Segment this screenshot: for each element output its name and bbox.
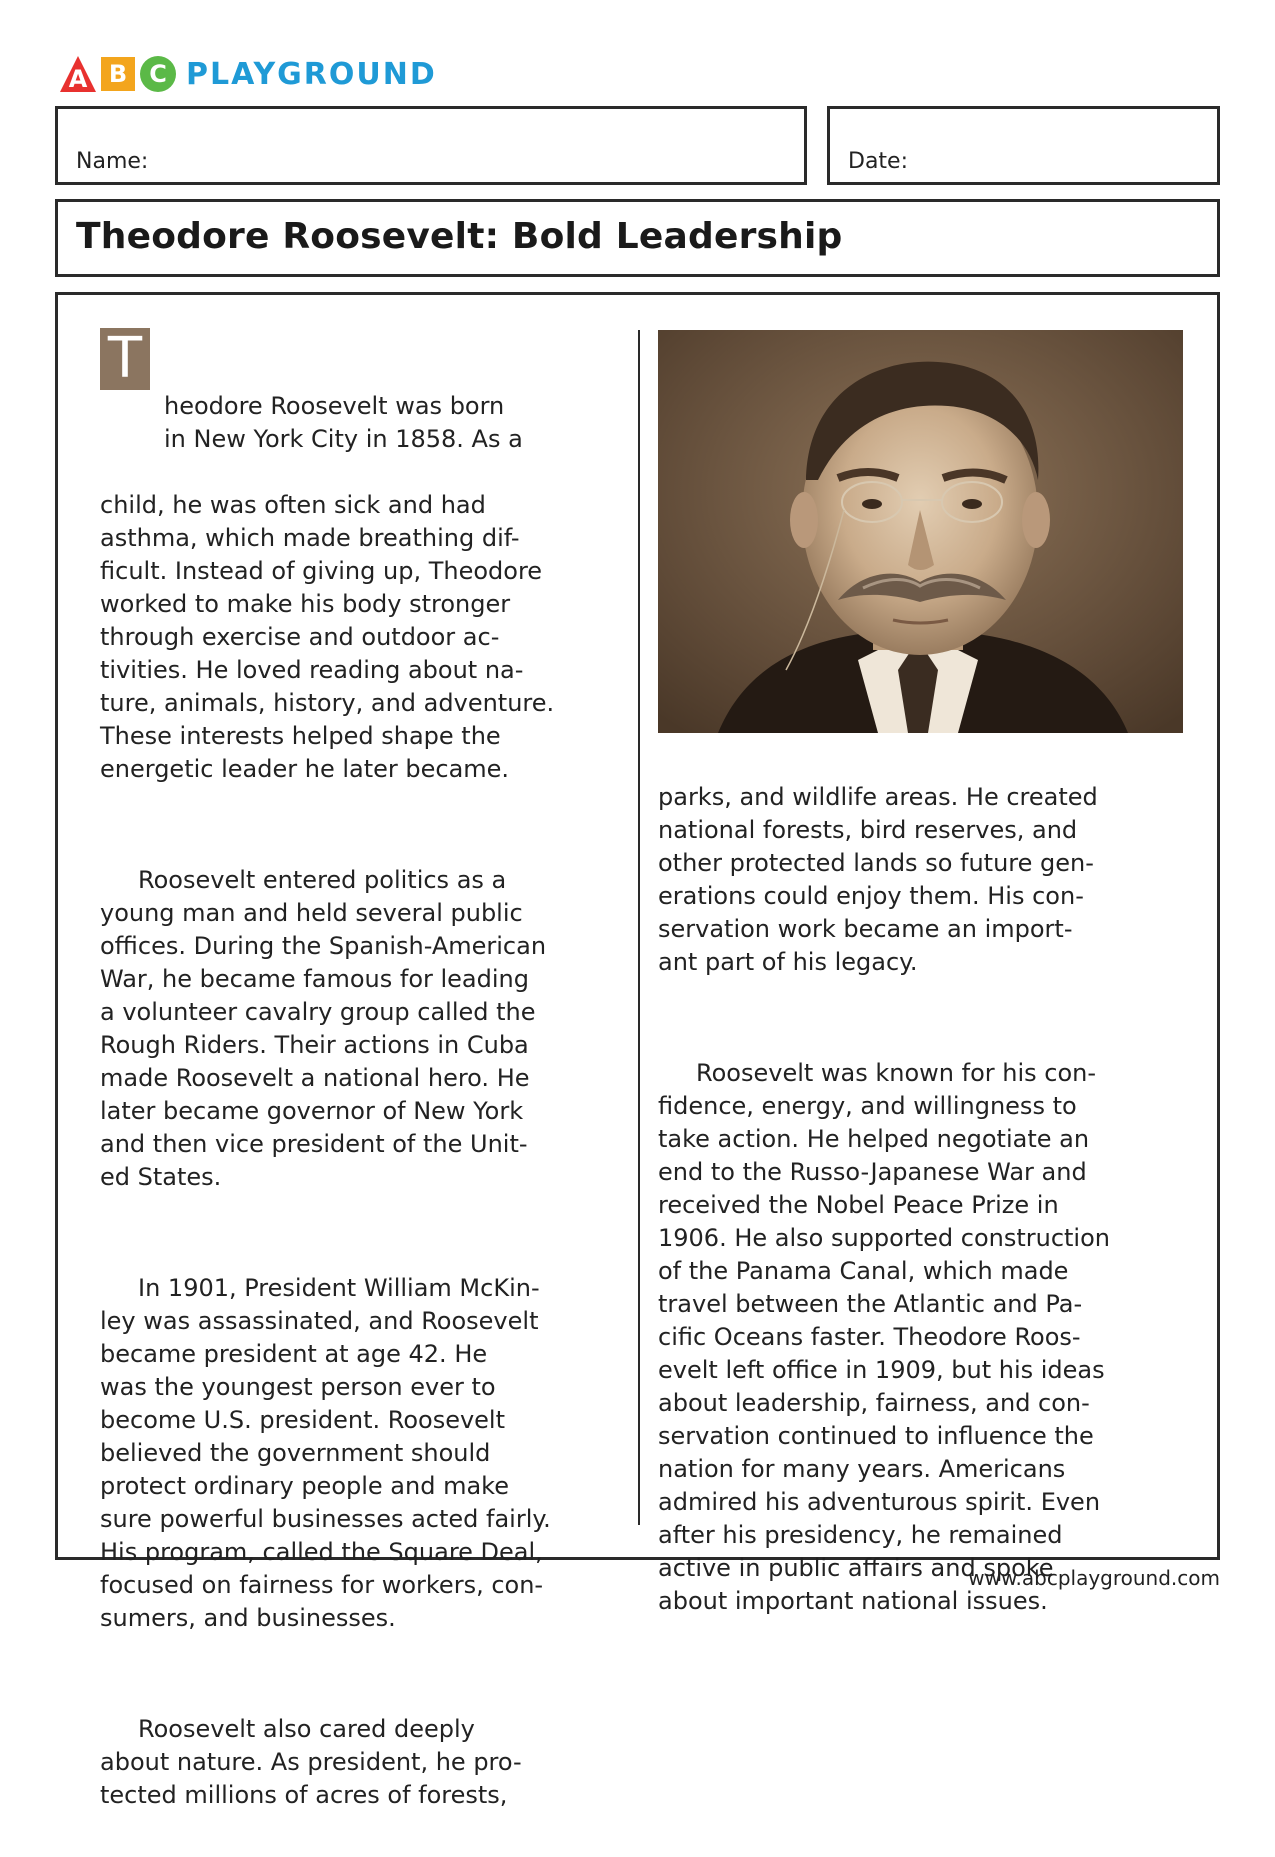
logo-a-triangle <box>58 54 98 94</box>
article-right-column <box>658 748 1183 1663</box>
logo-wordmark: PLAYGROUND <box>186 56 437 92</box>
logo-b-square <box>98 54 138 94</box>
logo-letter-a: A <box>68 65 88 93</box>
date-label: Date: <box>848 149 908 174</box>
title-box <box>55 199 1220 277</box>
drop-cap: T <box>100 328 150 390</box>
column-divider <box>638 330 640 1525</box>
paragraph-1-body: child, he was often sick and had asthma, which made breathing dif- ficult. Instead of giving up, Theodore worked to make his body stronger through exercise and outdoor ac- tivities. He loved reading about na- ture, animals, history, and adventure. These interests helped shape the energetic leader he later became. <box>100 491 555 783</box>
footer-website-url[interactable]: www.abcplayground.com <box>968 1566 1220 1590</box>
paragraph-4-continued: parks, and wildlife areas. He created national forests, bird reserves, and other protected lands so future gen- erations could enjoy them. His con- servation work became an import- ant part of his legacy. <box>658 783 1098 976</box>
portrait-image <box>658 330 1183 733</box>
paragraph-2: Roosevelt entered politics as a young man and held several public offices. During the Spanish-American War, he became famous for leading a volunteer cavalry group called the Rough Riders. Their actions in Cuba made Roosevelt a national hero. He later became governor of New York and then vice president of the Unit- ed States. <box>100 866 547 1191</box>
date-field[interactable] <box>827 106 1220 185</box>
paragraph-3: In 1901, President William McKin- ley was assassinated, and Roosevelt became president at age 42. He was the youngest person ever to become U.S. president. Roosevelt believed the government should protect ordinary people and make sure powerful businesses acted fairly. His program, called the Square Deal, focused on fairness for workers, con- sumers, and businesses. <box>100 1274 551 1632</box>
logo-c-circle <box>138 54 178 94</box>
abc-playground-logo <box>58 54 437 94</box>
name-field[interactable] <box>55 106 807 185</box>
article-left-column <box>100 324 620 1857</box>
paragraph-1 <box>100 324 620 819</box>
roosevelt-portrait-photo <box>658 330 1183 733</box>
logo-letter-b: B <box>108 60 128 88</box>
page-title: Theodore Roosevelt: Bold Leadership <box>76 216 843 257</box>
paragraph-1-opening: heodore Roosevelt was born in New York City in 1858. As a <box>164 392 523 453</box>
paragraph-5: Roosevelt was known for his con- fidence, energy, and willingness to take action. He helped negotiate an end to the Russo-Japanese War and received the Nobel Peace Prize in 1906. He also supported construction of the Panama Canal, which made travel between the Atlantic and Pa- cific Oceans faster. Theodore Roos- evelt left office in 1909, but his ideas about leadership, fairness, and con- servation continued to influence the nation for many years. Americans admired his adventurous spirit. Even after his presidency, he remained active in public affairs and spoke about important national issues. <box>658 1059 1110 1615</box>
name-label: Name: <box>76 149 149 174</box>
paragraph-4-start: Roosevelt also cared deeply about nature. As president, he pro- tected millions of acres of forests, <box>100 1715 522 1809</box>
logo-letter-c: C <box>149 60 167 88</box>
